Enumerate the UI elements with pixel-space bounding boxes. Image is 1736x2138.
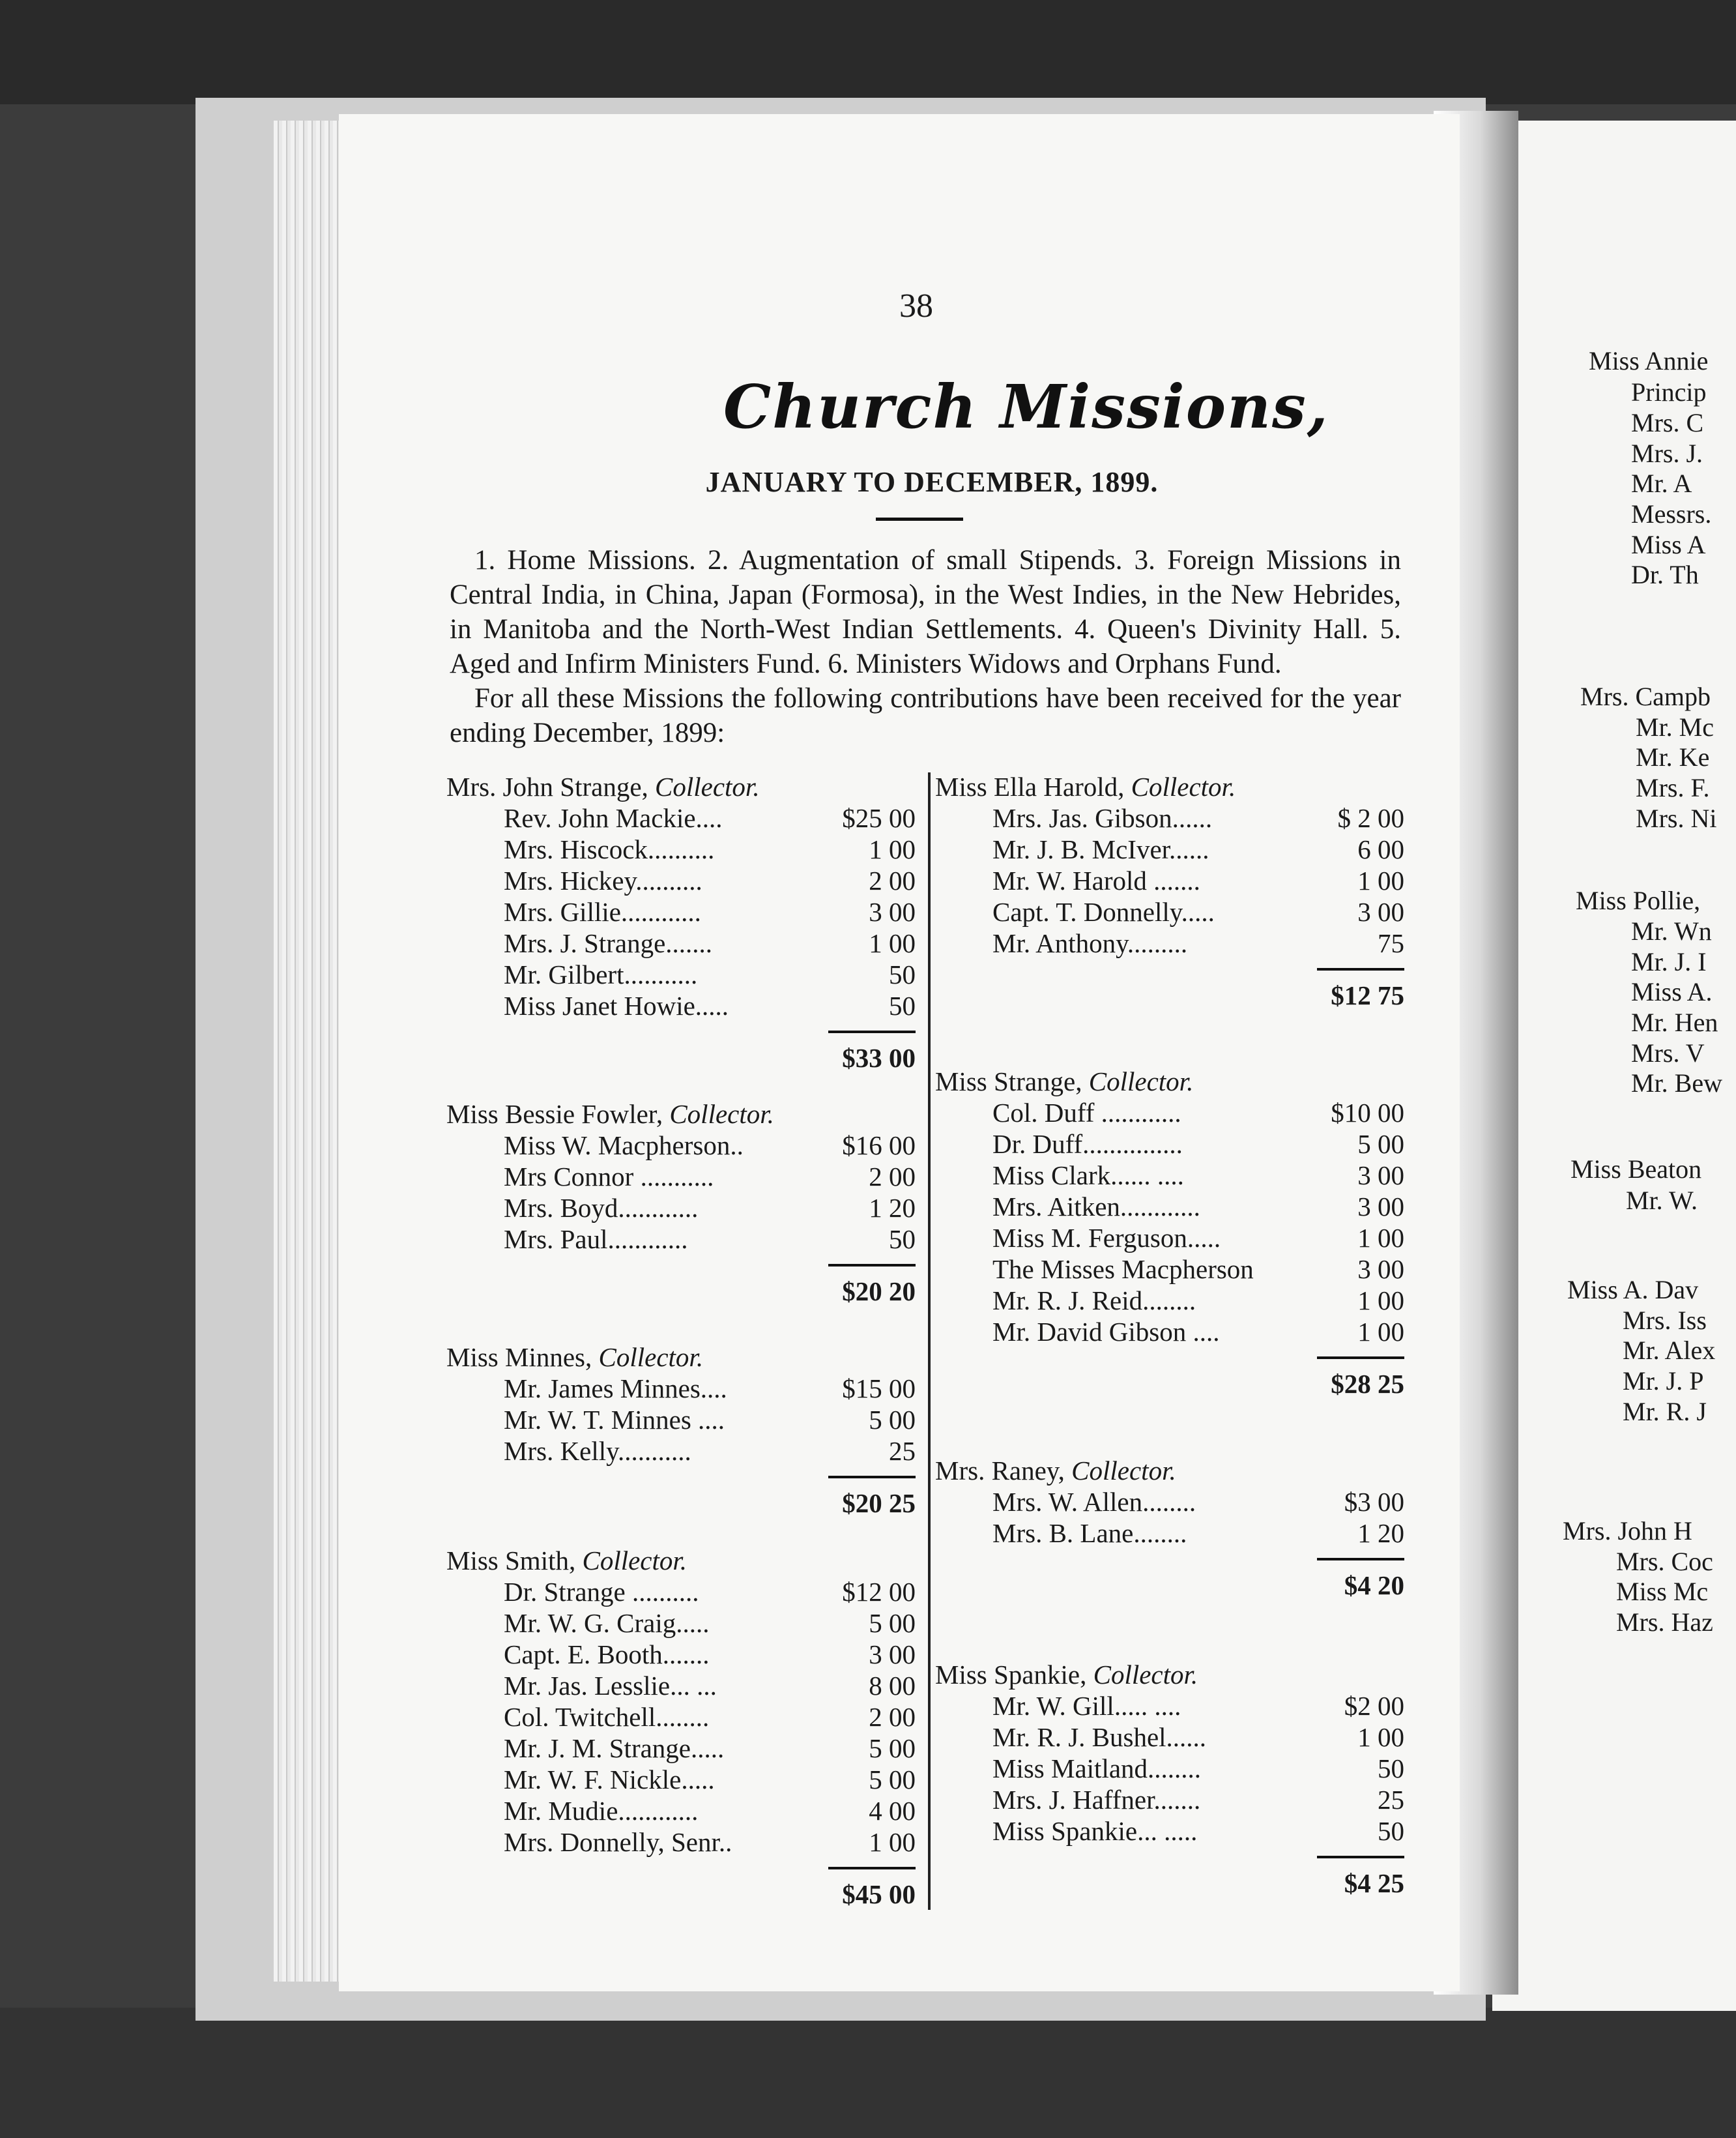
contribution-row bbox=[935, 834, 1404, 865]
contribution-amount: 3 00 bbox=[1357, 1160, 1404, 1190]
contribution-amount: $12 00 bbox=[842, 1577, 916, 1607]
adjacent-page-line: Mr. J. I bbox=[1631, 947, 1707, 976]
collector-label: Collector. bbox=[1093, 1660, 1198, 1690]
contribution-amount: 3 00 bbox=[869, 1639, 916, 1669]
contributor-name: Miss M. Ferguson..... bbox=[992, 1223, 1221, 1253]
contribution-row bbox=[935, 1517, 1404, 1549]
contribution-amount: 1 20 bbox=[869, 1193, 916, 1223]
contribution-row bbox=[446, 1373, 916, 1404]
collector-block bbox=[446, 771, 916, 1074]
collector-name: Mrs. John Strange, bbox=[446, 772, 656, 802]
title-rule bbox=[876, 518, 963, 521]
contributor-name: Mr. Mudie............ bbox=[504, 1796, 699, 1826]
contribution-row bbox=[446, 1764, 916, 1795]
contribution-amount: 4 00 bbox=[869, 1796, 916, 1826]
contribution-amount: $2 00 bbox=[1344, 1691, 1404, 1721]
contribution-amount: 5 00 bbox=[869, 1405, 916, 1435]
contribution-amount: $15 00 bbox=[842, 1373, 916, 1403]
contributor-name: Mr. W. Gill..... .... bbox=[992, 1691, 1181, 1721]
contribution-amount: $10 00 bbox=[1331, 1098, 1404, 1128]
scan-background-top bbox=[0, 0, 1736, 104]
collector-total: $45 00 bbox=[842, 1879, 916, 1909]
contributor-name: The Misses Macpherson bbox=[992, 1254, 1254, 1284]
contribution-amount: 5 00 bbox=[869, 1733, 916, 1763]
contributor-name: Mr. Gilbert........... bbox=[504, 959, 698, 989]
contributor-name: Mrs. Hickey.......... bbox=[504, 866, 702, 896]
collector-label: Collector. bbox=[1088, 1066, 1194, 1096]
contributor-name: Mrs. J. Haffner....... bbox=[992, 1785, 1201, 1815]
collector-heading bbox=[446, 1098, 916, 1130]
total-rule bbox=[1317, 968, 1404, 971]
adjacent-page-line: Mr. A bbox=[1631, 469, 1692, 498]
contributor-name: Miss Janet Howie..... bbox=[504, 991, 729, 1021]
contributor-name: Mrs. W. Allen........ bbox=[992, 1487, 1196, 1517]
scan-background-bottom bbox=[0, 2008, 1736, 2138]
adjacent-page-line: Mrs. John H bbox=[1563, 1516, 1692, 1545]
contributor-name: Mrs. J. Strange....... bbox=[504, 928, 713, 958]
collector-name: Miss Bessie Fowler, bbox=[446, 1099, 670, 1129]
contribution-amount: 3 00 bbox=[1357, 1254, 1404, 1284]
collector-heading bbox=[935, 1066, 1404, 1097]
contribution-amount: 50 bbox=[889, 1224, 916, 1254]
adjacent-page-line: Mrs. Haz bbox=[1616, 1607, 1713, 1637]
adjacent-page-line: Miss Beaton bbox=[1570, 1154, 1702, 1184]
adjacent-page-line: Mr. J. P bbox=[1623, 1366, 1704, 1396]
contribution-amount: 8 00 bbox=[869, 1671, 916, 1701]
collector-name: Miss Ella Harold, bbox=[935, 772, 1131, 802]
collector-heading bbox=[446, 1545, 916, 1576]
collector-total: $12 75 bbox=[1331, 980, 1404, 1010]
adjacent-page-line: Miss Mc bbox=[1616, 1577, 1709, 1606]
contributor-name: Col. Duff ............ bbox=[992, 1098, 1181, 1128]
contribution-row bbox=[935, 1160, 1404, 1191]
collector-block bbox=[935, 1455, 1404, 1601]
collector-label: Collector. bbox=[1131, 772, 1236, 802]
contribution-amount: $16 00 bbox=[842, 1130, 916, 1160]
contribution-row bbox=[935, 1191, 1404, 1222]
contributor-name: Mr. W. G. Craig..... bbox=[504, 1608, 710, 1638]
adjacent-page bbox=[1492, 121, 1736, 2011]
contributor-name: Mr. Jas. Lesslie... ... bbox=[504, 1671, 717, 1701]
contribution-row bbox=[446, 1223, 916, 1255]
collector-total: $28 25 bbox=[1331, 1369, 1404, 1399]
adjacent-page-line: Mrs. Coc bbox=[1616, 1547, 1713, 1576]
collector-heading bbox=[935, 1659, 1404, 1690]
contributor-name: Mr. W. Harold ....... bbox=[992, 866, 1200, 896]
contribution-amount: 1 00 bbox=[869, 1827, 916, 1857]
adjacent-page-line: Messrs. bbox=[1631, 499, 1712, 529]
page-subtitle: JANUARY TO DECEMBER, 1899. bbox=[705, 466, 1159, 498]
collector-total: $20 25 bbox=[842, 1488, 916, 1518]
contributor-name: Mrs. Jas. Gibson...... bbox=[992, 803, 1213, 833]
contribution-amount: 50 bbox=[889, 991, 916, 1021]
collector-block bbox=[446, 1545, 916, 1910]
contribution-amount: 3 00 bbox=[1357, 897, 1404, 927]
contribution-amount: 2 00 bbox=[869, 1162, 916, 1192]
contributor-name: Mrs. Gillie............ bbox=[504, 897, 701, 927]
total-rule bbox=[1317, 1856, 1404, 1858]
contribution-row bbox=[446, 990, 916, 1021]
adjacent-page-line: Mr. Alex bbox=[1623, 1336, 1716, 1365]
total-rule bbox=[828, 1867, 916, 1869]
contributor-name: Mr. James Minnes.... bbox=[504, 1373, 727, 1403]
contribution-amount: 3 00 bbox=[1357, 1192, 1404, 1222]
contributor-name: Mrs. Boyd............ bbox=[504, 1193, 699, 1223]
adjacent-page-line: Miss A bbox=[1631, 530, 1706, 559]
contributor-name: Mr. W. T. Minnes .... bbox=[504, 1405, 725, 1435]
collector-name: Mrs. Raney, bbox=[935, 1456, 1072, 1486]
contribution-amount: 1 00 bbox=[1357, 1317, 1404, 1347]
contributor-name: Mr. David Gibson .... bbox=[992, 1317, 1220, 1347]
collector-heading bbox=[446, 1341, 916, 1373]
page-title: Church Missions, bbox=[723, 372, 1329, 442]
contribution-row bbox=[446, 1576, 916, 1607]
contributor-name: Mr. Anthony......... bbox=[992, 928, 1188, 958]
contribution-amount: 1 00 bbox=[869, 834, 916, 864]
contribution-amount: $25 00 bbox=[842, 803, 916, 833]
contribution-row bbox=[935, 1690, 1404, 1721]
contribution-row bbox=[446, 1826, 916, 1858]
adjacent-page-line: Mrs. Ni bbox=[1636, 804, 1717, 833]
collector-total: $4 25 bbox=[1344, 1868, 1404, 1898]
contributor-name: Mrs. Kelly........... bbox=[504, 1436, 691, 1466]
contribution-row bbox=[446, 959, 916, 990]
intro-paragraph: For all these Missions the following contributions have been received for the year ending December, 1899: bbox=[450, 683, 1401, 748]
contribution-amount: 3 00 bbox=[869, 897, 916, 927]
adjacent-page-line: Mr. Ke bbox=[1636, 742, 1710, 772]
contribution-amount: 1 00 bbox=[869, 928, 916, 958]
contribution-amount: 2 00 bbox=[869, 1702, 916, 1732]
contribution-row bbox=[446, 1192, 916, 1223]
collector-block bbox=[935, 1659, 1404, 1899]
total-rule bbox=[828, 1264, 916, 1267]
collector-heading bbox=[446, 771, 916, 802]
contribution-row bbox=[935, 1316, 1404, 1347]
adjacent-page-line: Miss A. bbox=[1631, 977, 1713, 1006]
contributor-name: Mr. J. B. McIver...... bbox=[992, 834, 1209, 864]
contribution-amount: $ 2 00 bbox=[1337, 803, 1404, 833]
contribution-row bbox=[935, 1486, 1404, 1517]
page-number: 38 bbox=[899, 287, 933, 325]
collector-label: Collector. bbox=[598, 1342, 704, 1372]
contribution-amount: 6 00 bbox=[1357, 834, 1404, 864]
contribution-row bbox=[446, 1404, 916, 1435]
collector-total: $4 20 bbox=[1344, 1570, 1404, 1600]
collector-label: Collector. bbox=[1071, 1456, 1176, 1486]
contributor-name: Rev. John Mackie.... bbox=[504, 803, 723, 833]
contribution-amount: $3 00 bbox=[1344, 1487, 1404, 1517]
column-divider bbox=[928, 772, 931, 1910]
contributor-name: Miss Clark...... .... bbox=[992, 1160, 1184, 1190]
contribution-amount: 1 20 bbox=[1357, 1518, 1404, 1548]
adjacent-page-line: Mr. Bew bbox=[1631, 1068, 1722, 1098]
adjacent-page-line: Mrs. J. bbox=[1631, 439, 1703, 468]
contribution-row bbox=[446, 1639, 916, 1670]
contribution-row bbox=[446, 896, 916, 928]
contributor-name: Col. Twitchell........ bbox=[504, 1702, 710, 1732]
contribution-row bbox=[446, 928, 916, 959]
contribution-row bbox=[935, 802, 1404, 834]
contributor-name: Miss Spankie... ..... bbox=[992, 1816, 1198, 1846]
collector-label: Collector. bbox=[655, 772, 760, 802]
adjacent-page-line: Miss A. Dav bbox=[1567, 1275, 1699, 1304]
adjacent-page-line: Miss Pollie, bbox=[1576, 886, 1701, 915]
contribution-row bbox=[935, 1097, 1404, 1128]
contribution-amount: 1 00 bbox=[1357, 1223, 1404, 1253]
contribution-row bbox=[446, 834, 916, 865]
total-rule bbox=[828, 1476, 916, 1478]
contributor-name: Miss Maitland........ bbox=[992, 1753, 1202, 1783]
total-rule bbox=[1317, 1356, 1404, 1359]
collector-heading bbox=[935, 1455, 1404, 1486]
collector-block bbox=[935, 1066, 1404, 1399]
contribution-amount: 1 00 bbox=[1357, 1285, 1404, 1315]
contribution-amount: 25 bbox=[1378, 1785, 1404, 1815]
adjacent-page-line: Mrs. F. bbox=[1636, 773, 1710, 802]
contributor-name: Mr. W. F. Nickle..... bbox=[504, 1765, 715, 1794]
contribution-amount: 75 bbox=[1378, 928, 1404, 958]
collector-name: Miss Minnes, bbox=[446, 1342, 599, 1372]
collector-heading bbox=[935, 771, 1404, 802]
adjacent-page-line: Mr. Hen bbox=[1631, 1008, 1718, 1037]
contributor-name: Mrs. Hiscock.......... bbox=[504, 834, 715, 864]
contribution-row bbox=[935, 1128, 1404, 1160]
adjacent-page-line: Mrs. Iss bbox=[1623, 1306, 1707, 1335]
adjacent-page-line: Mrs. Campb bbox=[1580, 682, 1711, 711]
intro-paragraph: 1. Home Missions. 2. Augmentation of small Stipends. 3. Foreign Missions in Central India, in China, Japan (Formosa), in the West Indies, in the New Hebrides, in Manitoba and the North-West Indian Settlements. 4. Queen's Divinity Hall. 5. Aged and Infirm Ministers Fund. 6. Ministers Widows and Orphans Fund. bbox=[450, 545, 1401, 679]
contributor-name: Mrs. B. Lane........ bbox=[992, 1518, 1187, 1548]
contribution-row bbox=[935, 865, 1404, 896]
contributor-name: Dr. Strange .......... bbox=[504, 1577, 699, 1607]
collector-block bbox=[935, 771, 1404, 1011]
contribution-row bbox=[935, 1753, 1404, 1784]
contributor-name: Mrs. Aitken............ bbox=[992, 1192, 1200, 1222]
contribution-amount: 5 00 bbox=[869, 1765, 916, 1794]
contribution-row bbox=[935, 1222, 1404, 1253]
contribution-row bbox=[446, 1607, 916, 1639]
contributor-name: Capt. T. Donnelly..... bbox=[992, 897, 1215, 927]
total-rule bbox=[1317, 1558, 1404, 1560]
contribution-row bbox=[935, 1721, 1404, 1753]
adjacent-page-line: Princip bbox=[1631, 377, 1707, 407]
contribution-row bbox=[935, 1253, 1404, 1285]
contributor-name: Mrs. Donnelly, Senr.. bbox=[504, 1827, 732, 1857]
contribution-amount: 1 00 bbox=[1357, 866, 1404, 896]
contributor-name: Miss W. Macpherson.. bbox=[504, 1130, 744, 1160]
adjacent-page-line: Mrs. V bbox=[1631, 1038, 1705, 1068]
contribution-row bbox=[446, 1161, 916, 1192]
collector-block bbox=[446, 1098, 916, 1307]
collector-block bbox=[446, 1341, 916, 1519]
contribution-amount: 50 bbox=[1378, 1816, 1404, 1846]
contributor-name: Mr. R. J. Bushel...... bbox=[992, 1722, 1207, 1752]
contribution-row bbox=[446, 802, 916, 834]
adjacent-page-line: Mr. Mc bbox=[1636, 712, 1714, 742]
contribution-row bbox=[446, 1701, 916, 1733]
intro-text bbox=[450, 543, 1401, 750]
adjacent-page-line: Mrs. C bbox=[1631, 408, 1704, 437]
contribution-amount: 2 00 bbox=[869, 866, 916, 896]
collector-total: $20 20 bbox=[842, 1276, 916, 1306]
contribution-amount: 5 00 bbox=[1357, 1129, 1404, 1159]
contribution-row bbox=[935, 928, 1404, 959]
collector-name: Miss Spankie, bbox=[935, 1660, 1093, 1690]
contributor-name: Mrs. Paul............ bbox=[504, 1224, 688, 1254]
contribution-row bbox=[446, 1670, 916, 1701]
contribution-amount: 50 bbox=[1378, 1753, 1404, 1783]
contribution-row bbox=[446, 1733, 916, 1764]
contributor-name: Mrs Connor ........... bbox=[504, 1162, 714, 1192]
collector-label: Collector. bbox=[582, 1545, 687, 1575]
adjacent-page-line: Mr. Wn bbox=[1631, 916, 1712, 946]
adjacent-page-line: Miss Annie bbox=[1589, 346, 1709, 375]
collector-name: Miss Smith, bbox=[446, 1545, 583, 1575]
adjacent-page-line: Dr. Th bbox=[1631, 560, 1699, 589]
contribution-row bbox=[935, 1815, 1404, 1847]
contributor-name: Mr. R. J. Reid........ bbox=[992, 1285, 1196, 1315]
collector-total: $33 00 bbox=[842, 1043, 916, 1073]
adjacent-page-line: Mr. R. J bbox=[1623, 1397, 1707, 1426]
contribution-amount: 50 bbox=[889, 959, 916, 989]
contributor-name: Dr. Duff............... bbox=[992, 1129, 1183, 1159]
contribution-row bbox=[935, 1784, 1404, 1815]
adjacent-page-line: Mr. W. bbox=[1626, 1186, 1698, 1215]
contribution-row bbox=[446, 865, 916, 896]
contribution-amount: 25 bbox=[889, 1436, 916, 1466]
contributor-name: Mr. J. M. Strange..... bbox=[504, 1733, 725, 1763]
contribution-row bbox=[935, 896, 1404, 928]
collector-name: Miss Strange, bbox=[935, 1066, 1089, 1096]
contribution-row bbox=[446, 1435, 916, 1467]
contribution-row bbox=[446, 1795, 916, 1826]
contribution-row bbox=[446, 1130, 916, 1161]
contribution-amount: 5 00 bbox=[869, 1608, 916, 1638]
contributor-name: Capt. E. Booth....... bbox=[504, 1639, 710, 1669]
contribution-amount: 1 00 bbox=[1357, 1722, 1404, 1752]
total-rule bbox=[828, 1031, 916, 1033]
collector-label: Collector. bbox=[669, 1099, 774, 1129]
contribution-row bbox=[935, 1285, 1404, 1316]
